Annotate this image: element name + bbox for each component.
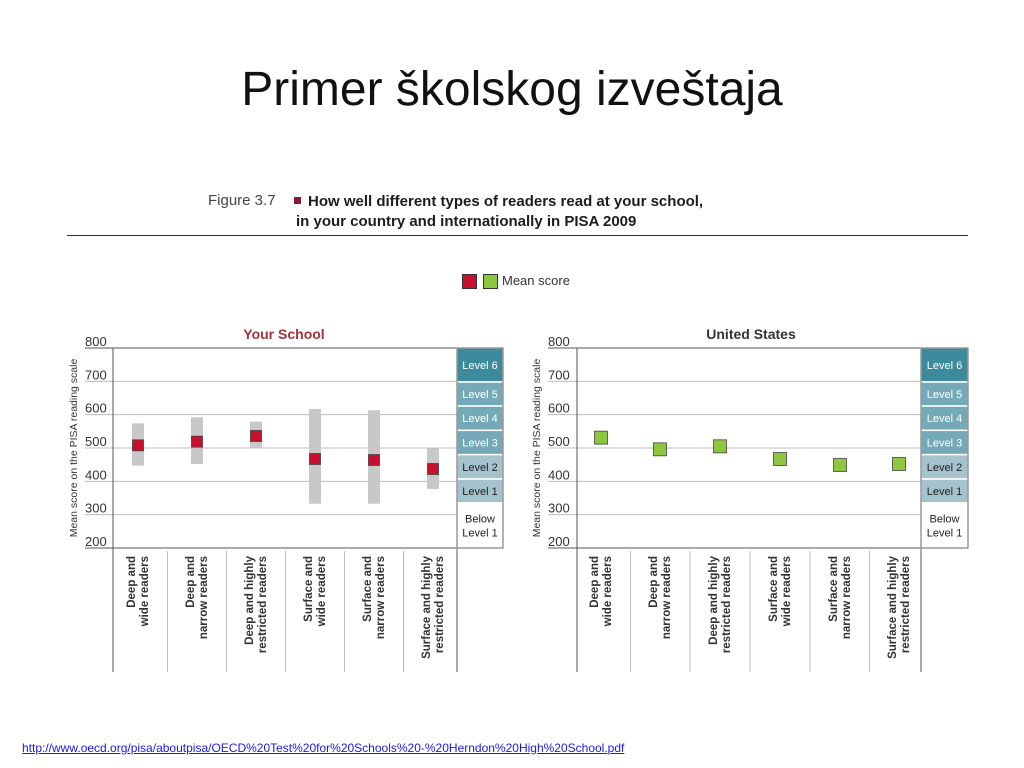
y-tick-label: 600 bbox=[548, 400, 570, 416]
level-label: Level 6 bbox=[462, 360, 498, 372]
level-label: Level 1 bbox=[462, 527, 498, 540]
figure-title-line-2: in your country and internationally in PISA 2009 bbox=[296, 213, 637, 230]
figure-title-line-1: How well different types of readers read at your school, bbox=[308, 193, 704, 210]
category-label: Surface and highly bbox=[887, 556, 899, 659]
y-tick-label: 500 bbox=[548, 434, 570, 449]
panel-title: Your School bbox=[243, 326, 325, 342]
category-label: Surface and bbox=[303, 556, 315, 622]
category-label: narrow readers bbox=[661, 556, 673, 640]
level-label: Level 3 bbox=[462, 437, 498, 450]
category-label: restricted readers bbox=[900, 556, 912, 654]
level-band bbox=[457, 503, 503, 548]
mean-score-marker bbox=[369, 455, 380, 466]
y-tick-label: 200 bbox=[548, 534, 570, 549]
level-label: Level 4 bbox=[926, 413, 963, 426]
category-label: restricted readers bbox=[434, 556, 446, 654]
y-tick-label: 400 bbox=[548, 467, 570, 483]
y-tick-label: 700 bbox=[85, 367, 107, 383]
panel-title: United States bbox=[706, 326, 796, 342]
mean-score-marker bbox=[595, 431, 608, 444]
level-label: Level 1 bbox=[926, 486, 963, 498]
category-label: Deep and bbox=[589, 556, 601, 608]
category-label: narrow readers bbox=[198, 556, 210, 640]
mean-score-marker bbox=[774, 453, 787, 466]
level-band bbox=[921, 503, 968, 548]
y-axis-label: Mean score on the PISA reading scale bbox=[68, 358, 80, 538]
category-label: wide readers bbox=[781, 556, 793, 627]
category-label: Surface and highly bbox=[421, 556, 433, 659]
y-tick-label: 500 bbox=[85, 434, 107, 449]
category-label: Deep and bbox=[185, 556, 197, 608]
level-label: Level 3 bbox=[926, 437, 963, 450]
mean-score-marker bbox=[893, 458, 906, 471]
y-tick-label: 800 bbox=[85, 334, 107, 349]
level-label: Level 5 bbox=[462, 389, 498, 401]
y-tick-label: 600 bbox=[85, 400, 107, 416]
y-tick-label: 300 bbox=[548, 500, 570, 516]
level-label: Level 4 bbox=[462, 413, 498, 426]
level-label: Below bbox=[465, 513, 495, 526]
source-link[interactable]: http://www.oecd.org/pisa/aboutpisa/OECD%20Test%20for%20Schools%20-%20Herndon%20High%20School.pdf bbox=[22, 741, 625, 755]
category-label: Deep and highly bbox=[244, 556, 256, 645]
mean-score-marker bbox=[714, 440, 727, 453]
mean-score-marker bbox=[654, 443, 667, 456]
category-label: narrow readers bbox=[375, 556, 387, 640]
category-label: wide readers bbox=[139, 556, 151, 627]
category-label: Deep and bbox=[126, 556, 138, 608]
mean-score-marker bbox=[310, 454, 321, 465]
category-label: Surface and bbox=[828, 556, 840, 622]
category-label: narrow readers bbox=[841, 556, 853, 640]
level-label: Level 5 bbox=[926, 389, 963, 401]
y-tick-label: 700 bbox=[548, 367, 570, 383]
category-label: Deep and highly bbox=[708, 556, 720, 645]
level-label: Level 1 bbox=[462, 486, 498, 498]
category-label: Deep and bbox=[648, 556, 660, 608]
level-label: Level 2 bbox=[926, 461, 963, 474]
y-tick-label: 800 bbox=[548, 334, 570, 349]
y-tick-label: 300 bbox=[85, 500, 107, 516]
category-label: restricted readers bbox=[257, 556, 269, 654]
mean-score-marker bbox=[834, 459, 847, 472]
mean-score-marker bbox=[251, 431, 262, 442]
y-tick-label: 400 bbox=[85, 467, 107, 483]
category-label: Surface and bbox=[362, 556, 374, 622]
y-axis-label: Mean score on the PISA reading scale bbox=[531, 358, 543, 538]
category-label: wide readers bbox=[316, 556, 328, 627]
level-label: Level 1 bbox=[926, 527, 963, 540]
mean-score-marker bbox=[133, 440, 144, 451]
figure-label: Figure 3.7 bbox=[208, 192, 276, 209]
category-label: restricted readers bbox=[721, 556, 733, 654]
mean-score-marker bbox=[192, 436, 203, 447]
level-label: Below bbox=[929, 513, 960, 526]
category-label: Surface and bbox=[768, 556, 780, 622]
level-label: Level 2 bbox=[462, 461, 498, 474]
mean-score-marker bbox=[428, 464, 439, 475]
legend-label: Mean score bbox=[502, 273, 570, 288]
slide-title: Primer školskog izveštaja bbox=[241, 63, 783, 116]
level-label: Level 6 bbox=[926, 360, 963, 372]
y-tick-label: 200 bbox=[85, 534, 107, 549]
category-label: wide readers bbox=[602, 556, 614, 627]
